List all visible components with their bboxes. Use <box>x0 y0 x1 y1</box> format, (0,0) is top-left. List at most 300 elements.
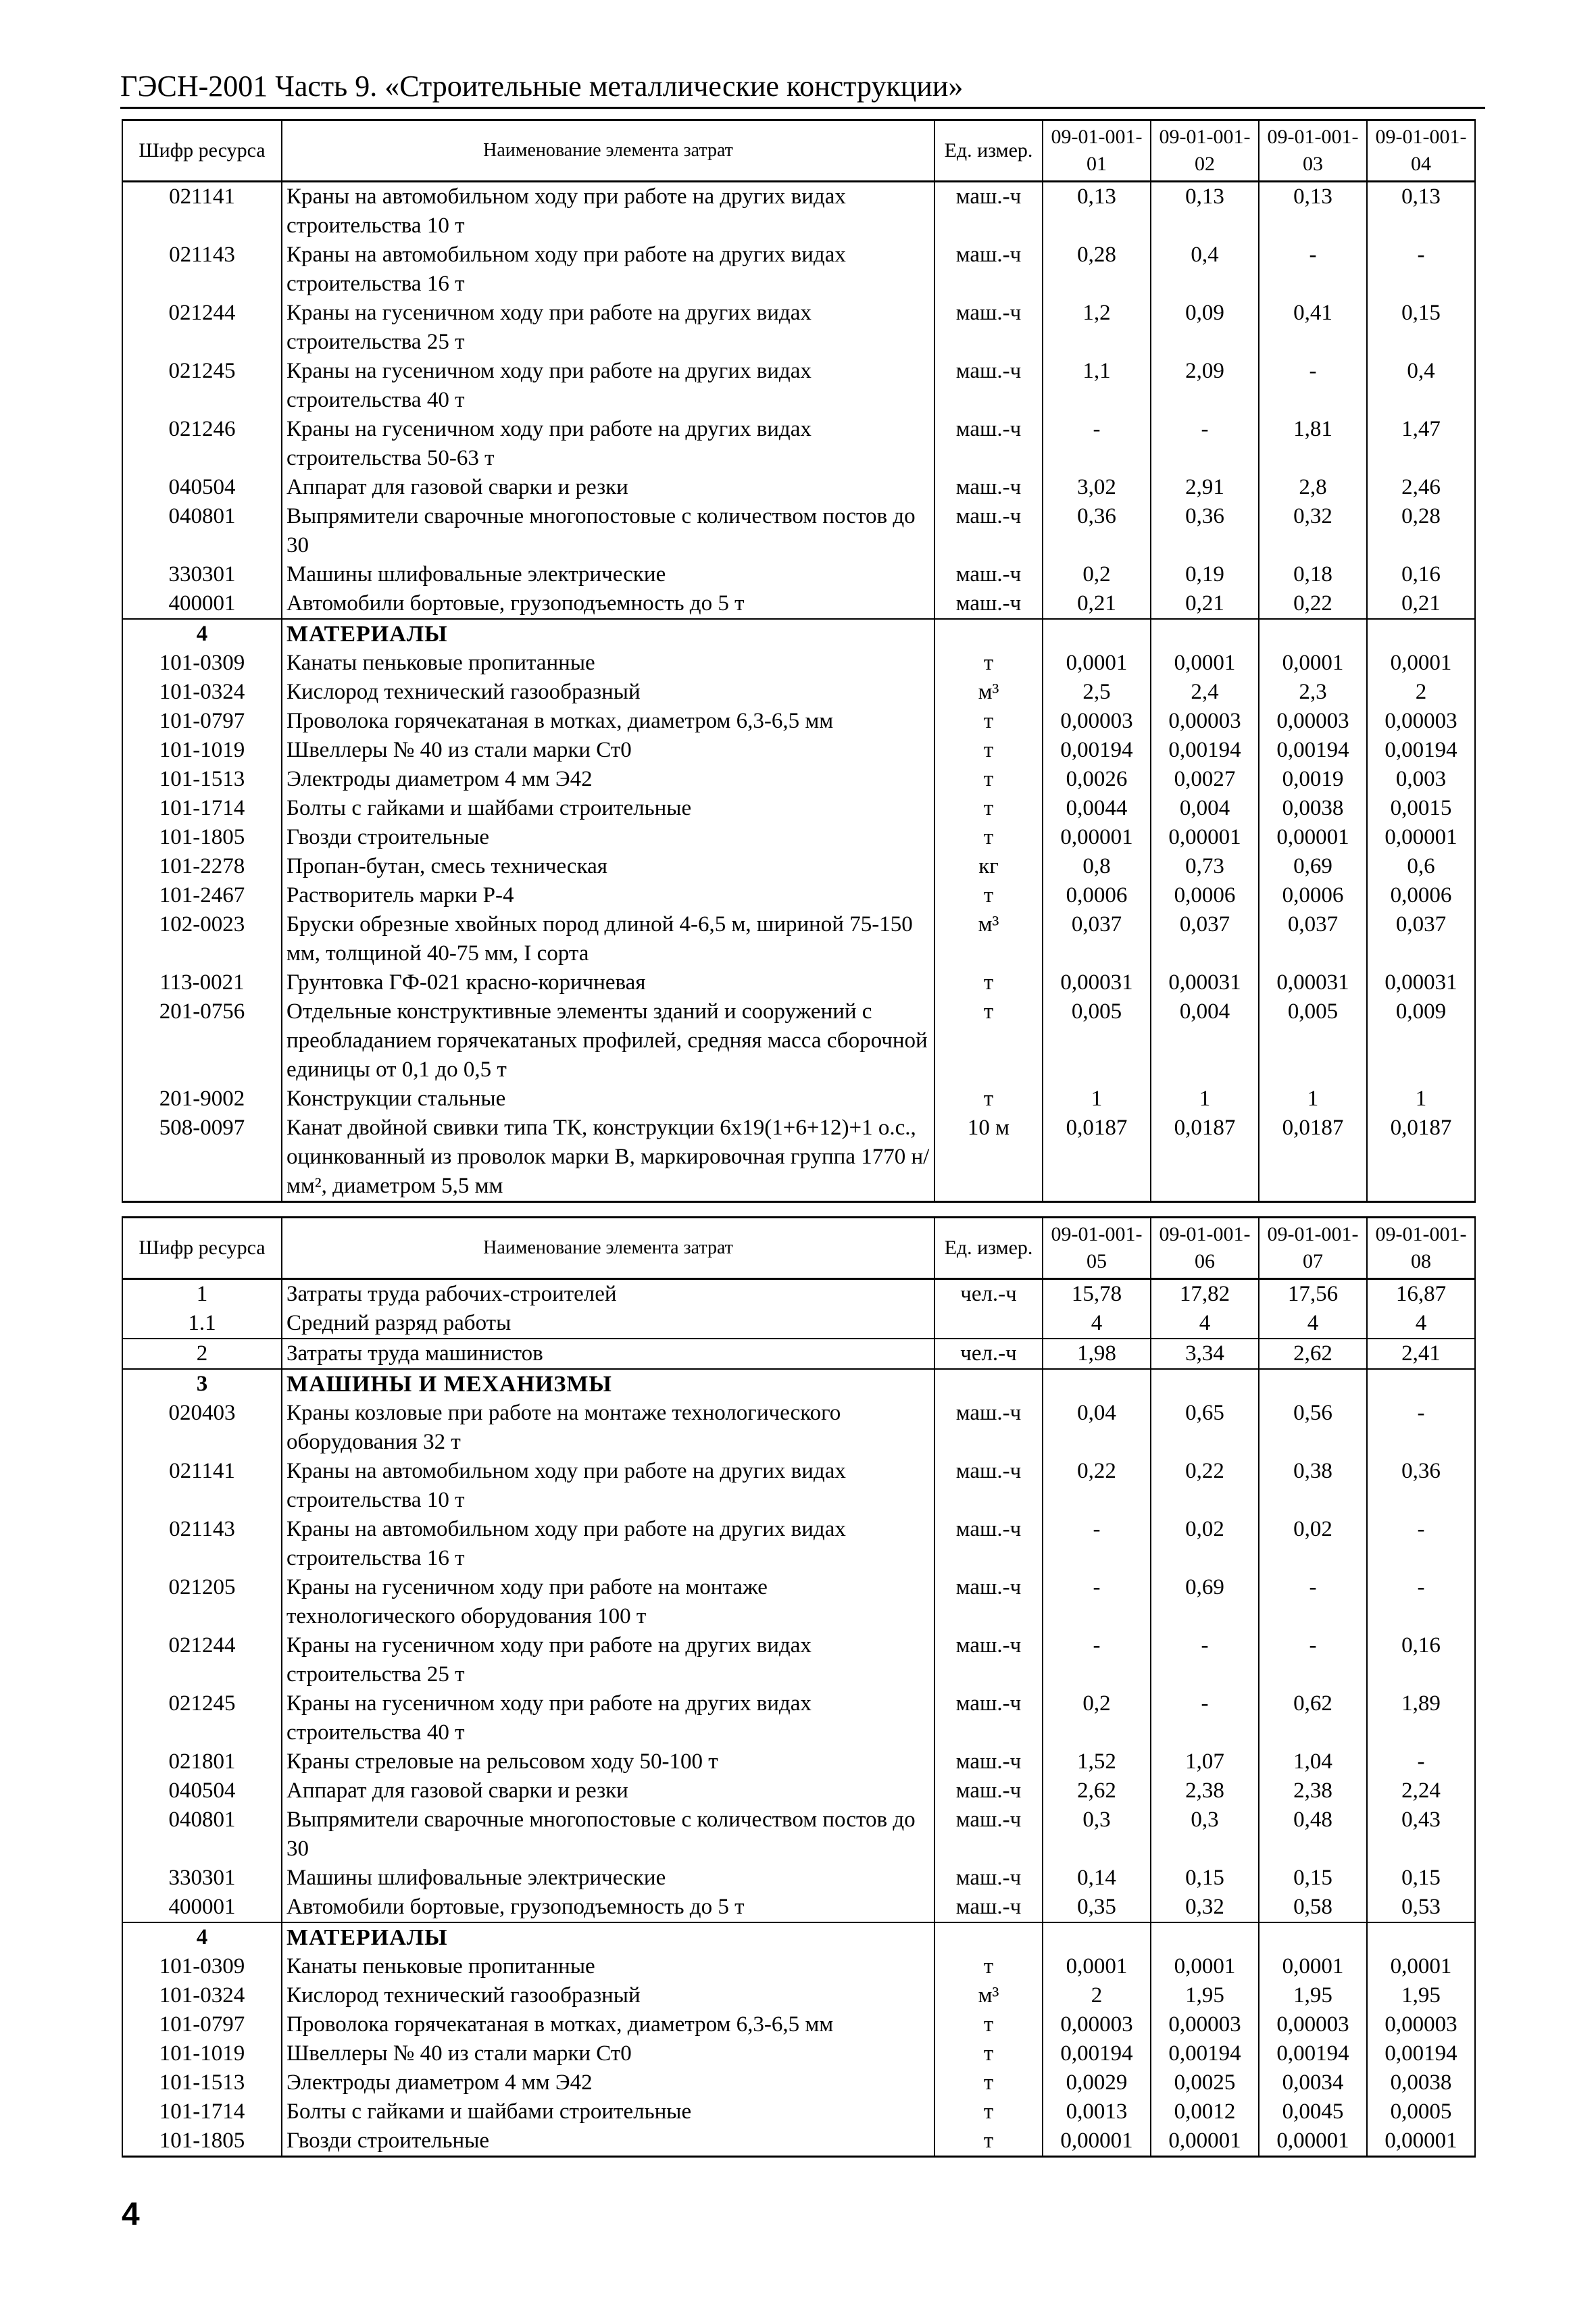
norm-value: - <box>1367 1399 1475 1457</box>
resource-name: Выпрямители сварочные многопостовые с количеством постов до 30 <box>282 502 934 560</box>
norm-value: 1,81 <box>1259 415 1367 473</box>
norm-value: 0,4 <box>1367 357 1475 415</box>
norm-value: 3,02 <box>1043 473 1151 502</box>
norm-value: 0,41 <box>1259 299 1367 357</box>
norm-value: 0,13 <box>1043 182 1151 241</box>
table-row <box>122 794 1475 823</box>
norm-value: 1,98 <box>1043 1339 1151 1369</box>
unit-of-measure: чел.-ч <box>934 1339 1043 1369</box>
norm-value: 1,07 <box>1151 1747 1259 1776</box>
resource-code: 021245 <box>122 357 282 415</box>
norm-value: 0,0001 <box>1259 649 1367 678</box>
norm-value: 0,0187 <box>1151 1114 1259 1202</box>
resource-code: 021141 <box>122 1457 282 1515</box>
norm-value: 4 <box>1043 1309 1151 1339</box>
resource-name: Краны на гусеничном ходу при работе на монтаже технологического оборудования 100 т <box>282 1573 934 1631</box>
unit-of-measure: маш.-ч <box>934 1573 1043 1631</box>
resource-name: Кислород технический газообразный <box>282 678 934 707</box>
unit-of-measure: маш.-ч <box>934 1806 1043 1864</box>
norm-value: 0,0001 <box>1367 649 1475 678</box>
resource-name: Краны на автомобильном ходу при работе на других видах строительства 16 т <box>282 241 934 299</box>
norm-value: 0,00031 <box>1367 968 1475 997</box>
resource-code: 101-0797 <box>122 707 282 736</box>
norm-value: 0,0038 <box>1259 794 1367 823</box>
norm-value: 0,32 <box>1151 1893 1259 1922</box>
norm-value: 2,09 <box>1151 357 1259 415</box>
norm-value: 0,037 <box>1259 910 1367 968</box>
norm-value: 0,00194 <box>1259 2039 1367 2068</box>
norm-value: 0,0015 <box>1367 794 1475 823</box>
norm-value: - <box>1151 1689 1259 1747</box>
unit-of-measure: м³ <box>934 1981 1043 2010</box>
resource-code: 021244 <box>122 299 282 357</box>
table-row <box>122 649 1475 678</box>
resource-code: 508-0097 <box>122 1114 282 1202</box>
norm-value: 4 <box>1259 1309 1367 1339</box>
norm-value: 2,91 <box>1151 473 1259 502</box>
norm-value: 0,00001 <box>1043 823 1151 852</box>
table-row <box>122 415 1475 473</box>
norm-value: 2,5 <box>1043 678 1151 707</box>
norm-value: 0,36 <box>1043 502 1151 560</box>
unit-of-measure: т <box>934 2068 1043 2097</box>
table-row <box>122 473 1475 502</box>
table-row <box>122 1279 1475 1310</box>
norm-value: 0,13 <box>1367 182 1475 241</box>
norm-value: 0,16 <box>1367 1631 1475 1689</box>
table-row <box>122 1981 1475 2010</box>
table-row <box>122 1309 1475 1339</box>
unit-of-measure: маш.-ч <box>934 502 1043 560</box>
unit-of-measure: м³ <box>934 678 1043 707</box>
norm-value: 0,004 <box>1151 997 1259 1085</box>
norm-value: 3,34 <box>1151 1339 1259 1369</box>
resource-name: Краны на гусеничном ходу при работе на других видах строительства 25 т <box>282 299 934 357</box>
resource-name: Средний разряд работы <box>282 1309 934 1339</box>
table-row <box>122 357 1475 415</box>
norm-value: 0,037 <box>1151 910 1259 968</box>
norm-value: 1,47 <box>1367 415 1475 473</box>
norm-value: 0,38 <box>1259 1457 1367 1515</box>
resource-code: 113-0021 <box>122 968 282 997</box>
norm-value: 0,00003 <box>1259 2010 1367 2039</box>
norm-value: 0,0006 <box>1367 881 1475 910</box>
norm-value: 0,73 <box>1151 852 1259 881</box>
norm-value: 1 <box>1367 1085 1475 1114</box>
norm-value: 0,0025 <box>1151 2068 1259 2097</box>
unit-of-measure: т <box>934 765 1043 794</box>
unit-of-measure: т <box>934 707 1043 736</box>
norm-value: 4 <box>1151 1309 1259 1339</box>
resource-code: 101-0309 <box>122 1952 282 1981</box>
resource-code: 101-2278 <box>122 852 282 881</box>
norm-value: 0,0027 <box>1151 765 1259 794</box>
norm-value: 0,22 <box>1259 589 1367 619</box>
norm-value: 0,00003 <box>1367 2010 1475 2039</box>
column-header-name: Наименование элемента затрат <box>282 120 934 182</box>
table-header-row <box>122 1218 1475 1279</box>
resource-name: Швеллеры № 40 из стали марки Ст0 <box>282 736 934 765</box>
resource-name: Автомобили бортовые, грузоподъемность до 5 т <box>282 589 934 619</box>
resource-code: 330301 <box>122 1864 282 1893</box>
norm-value: 0,00003 <box>1259 707 1367 736</box>
resource-code: 040801 <box>122 1806 282 1864</box>
resource-name: Бруски обрезные хвойных пород длиной 4-6,5 м, шириной 75-150 мм, толщиной 40-75 мм, I сорта <box>282 910 934 968</box>
norm-value: 0,65 <box>1151 1399 1259 1457</box>
norm-value <box>1151 1369 1259 1399</box>
norm-value: - <box>1367 1573 1475 1631</box>
resource-name: Краны на гусеничном ходу при работе на других видах строительства 40 т <box>282 1689 934 1747</box>
norm-value: 0,2 <box>1043 560 1151 589</box>
resource-name: Затраты труда машинистов <box>282 1339 934 1369</box>
norm-value: 0,21 <box>1367 589 1475 619</box>
norm-value: 2,41 <box>1367 1339 1475 1369</box>
resource-name: Конструкции стальные <box>282 1085 934 1114</box>
norm-value: 0,00194 <box>1043 736 1151 765</box>
norm-value: 0,04 <box>1043 1399 1151 1457</box>
table-row <box>122 1114 1475 1202</box>
norm-value: 0,21 <box>1043 589 1151 619</box>
resource-code: 101-0324 <box>122 1981 282 2010</box>
table-row <box>122 2097 1475 2126</box>
section-header-row <box>122 1922 1475 1952</box>
norm-value: 0,16 <box>1367 560 1475 589</box>
unit-of-measure: маш.-ч <box>934 1689 1043 1747</box>
resource-code: 3 <box>122 1369 282 1399</box>
table-row <box>122 678 1475 707</box>
column-header-variant: 09-01-001-01 <box>1043 120 1151 182</box>
norm-value: 0,0006 <box>1259 881 1367 910</box>
resource-code: 330301 <box>122 560 282 589</box>
norm-value: 0,15 <box>1367 299 1475 357</box>
table-row <box>122 299 1475 357</box>
norm-value: 2,4 <box>1151 678 1259 707</box>
norm-value: 0,0187 <box>1367 1114 1475 1202</box>
norm-value: 0,0013 <box>1043 2097 1151 2126</box>
unit-of-measure: т <box>934 2010 1043 2039</box>
resource-name: Затраты труда рабочих-строителей <box>282 1279 934 1310</box>
unit-of-measure: м³ <box>934 910 1043 968</box>
section-title: МАШИНЫ И МЕХАНИЗМЫ <box>282 1369 934 1399</box>
norm-value: 0,00194 <box>1259 736 1367 765</box>
norm-value: 1,2 <box>1043 299 1151 357</box>
norm-value: 0,00003 <box>1151 707 1259 736</box>
unit-of-measure: маш.-ч <box>934 1457 1043 1515</box>
resource-name: Краны стреловые на рельсовом ходу 50-100 т <box>282 1747 934 1776</box>
unit-of-measure: кг <box>934 852 1043 881</box>
column-header-unit: Ед. измер. <box>934 120 1043 182</box>
unit-of-measure: т <box>934 881 1043 910</box>
norm-value: 0,00001 <box>1367 823 1475 852</box>
resource-name: Кислород технический газообразный <box>282 1981 934 2010</box>
resource-name: Проволока горячекатаная в мотках, диаметром 6,3-6,5 мм <box>282 2010 934 2039</box>
resource-name: Проволока горячекатаная в мотках, диаметром 6,3-6,5 мм <box>282 707 934 736</box>
norm-value: - <box>1151 1631 1259 1689</box>
norm-value: 0,32 <box>1259 502 1367 560</box>
unit-of-measure: т <box>934 794 1043 823</box>
section-title: МАТЕРИАЛЫ <box>282 1922 934 1952</box>
norm-value: 0,00031 <box>1043 968 1151 997</box>
norm-value: 0,004 <box>1151 794 1259 823</box>
norm-value: 0,69 <box>1151 1573 1259 1631</box>
norm-value: 0,35 <box>1043 1893 1151 1922</box>
norm-value: 0,0006 <box>1043 881 1151 910</box>
table-row <box>122 1776 1475 1806</box>
table-row <box>122 1864 1475 1893</box>
table-row <box>122 560 1475 589</box>
table-row <box>122 881 1475 910</box>
resource-code: 021205 <box>122 1573 282 1631</box>
resource-name: Электроды диаметром 4 мм Э42 <box>282 2068 934 2097</box>
table-row <box>122 997 1475 1085</box>
unit-of-measure <box>934 1922 1043 1952</box>
resource-code: 1 <box>122 1279 282 1310</box>
norm-value: 17,82 <box>1151 1279 1259 1310</box>
section-header-row <box>122 619 1475 649</box>
norm-value: - <box>1259 1573 1367 1631</box>
resource-code: 040801 <box>122 502 282 560</box>
table-row <box>122 1806 1475 1864</box>
column-header-variant: 09-01-001-07 <box>1259 1218 1367 1279</box>
table-row <box>122 241 1475 299</box>
table-row <box>122 852 1475 881</box>
norm-value: 0,09 <box>1151 299 1259 357</box>
unit-of-measure: т <box>934 2039 1043 2068</box>
resource-name: Гвозди строительные <box>282 823 934 852</box>
resource-name: Грунтовка ГФ-021 красно-коричневая <box>282 968 934 997</box>
table-row <box>122 2010 1475 2039</box>
resource-code: 101-1513 <box>122 2068 282 2097</box>
norm-value: 0,2 <box>1043 1689 1151 1747</box>
norm-value: 0,0019 <box>1259 765 1367 794</box>
unit-of-measure: маш.-ч <box>934 1864 1043 1893</box>
column-header-variant: 09-01-001-08 <box>1367 1218 1475 1279</box>
norm-value: - <box>1367 1747 1475 1776</box>
resource-name: Электроды диаметром 4 мм Э42 <box>282 765 934 794</box>
table-row <box>122 182 1475 241</box>
unit-of-measure: т <box>934 2126 1043 2157</box>
page-number: 4 <box>122 2197 140 2233</box>
table-row <box>122 1457 1475 1515</box>
norm-value: 0,005 <box>1259 997 1367 1085</box>
resource-code: 020403 <box>122 1399 282 1457</box>
resource-name: Автомобили бортовые, грузоподъемность до 5 т <box>282 1893 934 1922</box>
norm-value: 0,14 <box>1043 1864 1151 1893</box>
norm-value: 0,21 <box>1151 589 1259 619</box>
section-title: МАТЕРИАЛЫ <box>282 619 934 649</box>
norm-value: - <box>1043 415 1151 473</box>
unit-of-measure <box>934 1369 1043 1399</box>
norm-value: - <box>1043 1515 1151 1573</box>
norm-value: 0,22 <box>1043 1457 1151 1515</box>
unit-of-measure: т <box>934 823 1043 852</box>
table-row <box>122 1952 1475 1981</box>
norm-value: 2,38 <box>1151 1776 1259 1806</box>
table-row <box>122 2068 1475 2097</box>
unit-of-measure <box>934 619 1043 649</box>
norm-value: 0,15 <box>1151 1864 1259 1893</box>
norm-value: 0,0001 <box>1367 1952 1475 1981</box>
norm-value <box>1367 1922 1475 1952</box>
norm-value: 0,0187 <box>1259 1114 1367 1202</box>
norm-value: 0,0001 <box>1043 1952 1151 1981</box>
column-header-code: Шифр ресурса <box>122 120 282 182</box>
resource-code: 102-0023 <box>122 910 282 968</box>
norm-value: 0,0044 <box>1043 794 1151 823</box>
resource-code: 101-1019 <box>122 736 282 765</box>
norm-value: 0,0012 <box>1151 2097 1259 2126</box>
norm-value: 0,48 <box>1259 1806 1367 1864</box>
column-header-unit: Ед. измер. <box>934 1218 1043 1279</box>
table-row <box>122 589 1475 619</box>
unit-of-measure: маш.-ч <box>934 1893 1043 1922</box>
norm-value: 2,3 <box>1259 678 1367 707</box>
norm-value: 1 <box>1043 1085 1151 1114</box>
norm-value: 0,037 <box>1043 910 1151 968</box>
norm-value: 0,0029 <box>1043 2068 1151 2097</box>
table-row <box>122 1573 1475 1631</box>
resource-code: 101-0797 <box>122 2010 282 2039</box>
norm-value: - <box>1259 1631 1367 1689</box>
column-header-name: Наименование элемента затрат <box>282 1218 934 1279</box>
norm-value: 0,3 <box>1151 1806 1259 1864</box>
unit-of-measure: т <box>934 1085 1043 1114</box>
norm-value: 2,38 <box>1259 1776 1367 1806</box>
norm-value: 0,36 <box>1151 502 1259 560</box>
norm-value: 0,00003 <box>1043 2010 1151 2039</box>
norm-value: 0,00001 <box>1043 2126 1151 2157</box>
norm-value: 1,04 <box>1259 1747 1367 1776</box>
norm-value: 0,0006 <box>1151 881 1259 910</box>
norm-value: 2,8 <box>1259 473 1367 502</box>
table-row <box>122 1399 1475 1457</box>
unit-of-measure: маш.-ч <box>934 1631 1043 1689</box>
column-header-code: Шифр ресурса <box>122 1218 282 1279</box>
unit-of-measure: чел.-ч <box>934 1279 1043 1310</box>
resource-code: 101-1805 <box>122 2126 282 2157</box>
table-row <box>122 1339 1475 1369</box>
norm-value <box>1259 619 1367 649</box>
norm-value: - <box>1367 241 1475 299</box>
norm-value: 0,62 <box>1259 1689 1367 1747</box>
resource-table-2 <box>122 1216 1476 2158</box>
norm-value: 0,0001 <box>1259 1952 1367 1981</box>
resource-name: Аппарат для газовой сварки и резки <box>282 1776 934 1806</box>
resource-name: Краны на автомобильном ходу при работе на других видах строительства 10 т <box>282 182 934 241</box>
norm-value: 0,19 <box>1151 560 1259 589</box>
column-header-variant: 09-01-001-05 <box>1043 1218 1151 1279</box>
table-row <box>122 1085 1475 1114</box>
norm-value: 2,62 <box>1043 1776 1151 1806</box>
table-row <box>122 910 1475 968</box>
unit-of-measure: т <box>934 736 1043 765</box>
resource-name: Отдельные конструктивные элементы зданий и сооружений с преобладанием горячекатаных профилей, средняя масса сборочной единицы от 0,1 до 0,5 т <box>282 997 934 1085</box>
unit-of-measure: т <box>934 1952 1043 1981</box>
resource-table-1 <box>122 119 1476 1203</box>
norm-value <box>1043 1922 1151 1952</box>
norm-value: 0,53 <box>1367 1893 1475 1922</box>
resource-code: 101-0324 <box>122 678 282 707</box>
table-body <box>122 182 1475 1202</box>
norm-value: 0,0026 <box>1043 765 1151 794</box>
norm-value: 1,95 <box>1259 1981 1367 2010</box>
norm-value <box>1043 619 1151 649</box>
norm-value: 0,28 <box>1043 241 1151 299</box>
norm-value: 0,4 <box>1151 241 1259 299</box>
norm-value: 0,0034 <box>1259 2068 1367 2097</box>
norm-value <box>1151 619 1259 649</box>
norm-value: 0,69 <box>1259 852 1367 881</box>
unit-of-measure: маш.-ч <box>934 357 1043 415</box>
norm-value: 0,0001 <box>1151 1952 1259 1981</box>
resource-code: 040504 <box>122 1776 282 1806</box>
table-row <box>122 1689 1475 1747</box>
norm-value: 1 <box>1151 1085 1259 1114</box>
norm-value: 0,00031 <box>1151 968 1259 997</box>
resource-code: 201-0756 <box>122 997 282 1085</box>
norm-value: 1,1 <box>1043 357 1151 415</box>
resource-code: 101-1805 <box>122 823 282 852</box>
norm-value: 0,0045 <box>1259 2097 1367 2126</box>
resource-code: 101-1019 <box>122 2039 282 2068</box>
norm-value: 0,00001 <box>1259 2126 1367 2157</box>
table-row <box>122 736 1475 765</box>
norm-value: 0,36 <box>1367 1457 1475 1515</box>
resource-name: Машины шлифовальные электрические <box>282 560 934 589</box>
norm-value: 1,95 <box>1367 1981 1475 2010</box>
norm-value: 0,18 <box>1259 560 1367 589</box>
norm-value: 0,00194 <box>1367 2039 1475 2068</box>
resource-code: 400001 <box>122 589 282 619</box>
unit-of-measure: маш.-ч <box>934 1747 1043 1776</box>
table-body <box>122 1279 1475 2157</box>
norm-value <box>1151 1922 1259 1952</box>
norm-value: - <box>1151 415 1259 473</box>
norm-value <box>1043 1369 1151 1399</box>
table-row <box>122 502 1475 560</box>
resource-code: 021141 <box>122 182 282 241</box>
unit-of-measure: маш.-ч <box>934 299 1043 357</box>
norm-value: 0,28 <box>1367 502 1475 560</box>
table-row <box>122 707 1475 736</box>
norm-value: 0,8 <box>1043 852 1151 881</box>
norm-value: 0,0001 <box>1043 649 1151 678</box>
norm-value: 2,62 <box>1259 1339 1367 1369</box>
norm-value: 0,00194 <box>1151 2039 1259 2068</box>
norm-value <box>1367 1369 1475 1399</box>
norm-value: - <box>1259 241 1367 299</box>
norm-value: 0,00003 <box>1151 2010 1259 2039</box>
norm-value: 0,00003 <box>1043 707 1151 736</box>
norm-value: 0,56 <box>1259 1399 1367 1457</box>
norm-value: 0,00001 <box>1259 823 1367 852</box>
norm-value: - <box>1043 1631 1151 1689</box>
resource-code: 101-1714 <box>122 2097 282 2126</box>
norm-value: 2 <box>1043 1981 1151 2010</box>
norm-value: - <box>1043 1573 1151 1631</box>
resource-code: 4 <box>122 619 282 649</box>
unit-of-measure: маш.-ч <box>934 1399 1043 1457</box>
table-row <box>122 2039 1475 2068</box>
norm-value: 15,78 <box>1043 1279 1151 1310</box>
norm-value <box>1259 1369 1367 1399</box>
resource-name: Краны на автомобильном ходу при работе на других видах строительства 10 т <box>282 1457 934 1515</box>
resource-code: 2 <box>122 1339 282 1369</box>
header-rule <box>120 107 1485 109</box>
resource-code: 040504 <box>122 473 282 502</box>
norm-value: 0,00194 <box>1151 736 1259 765</box>
norm-value <box>1367 619 1475 649</box>
